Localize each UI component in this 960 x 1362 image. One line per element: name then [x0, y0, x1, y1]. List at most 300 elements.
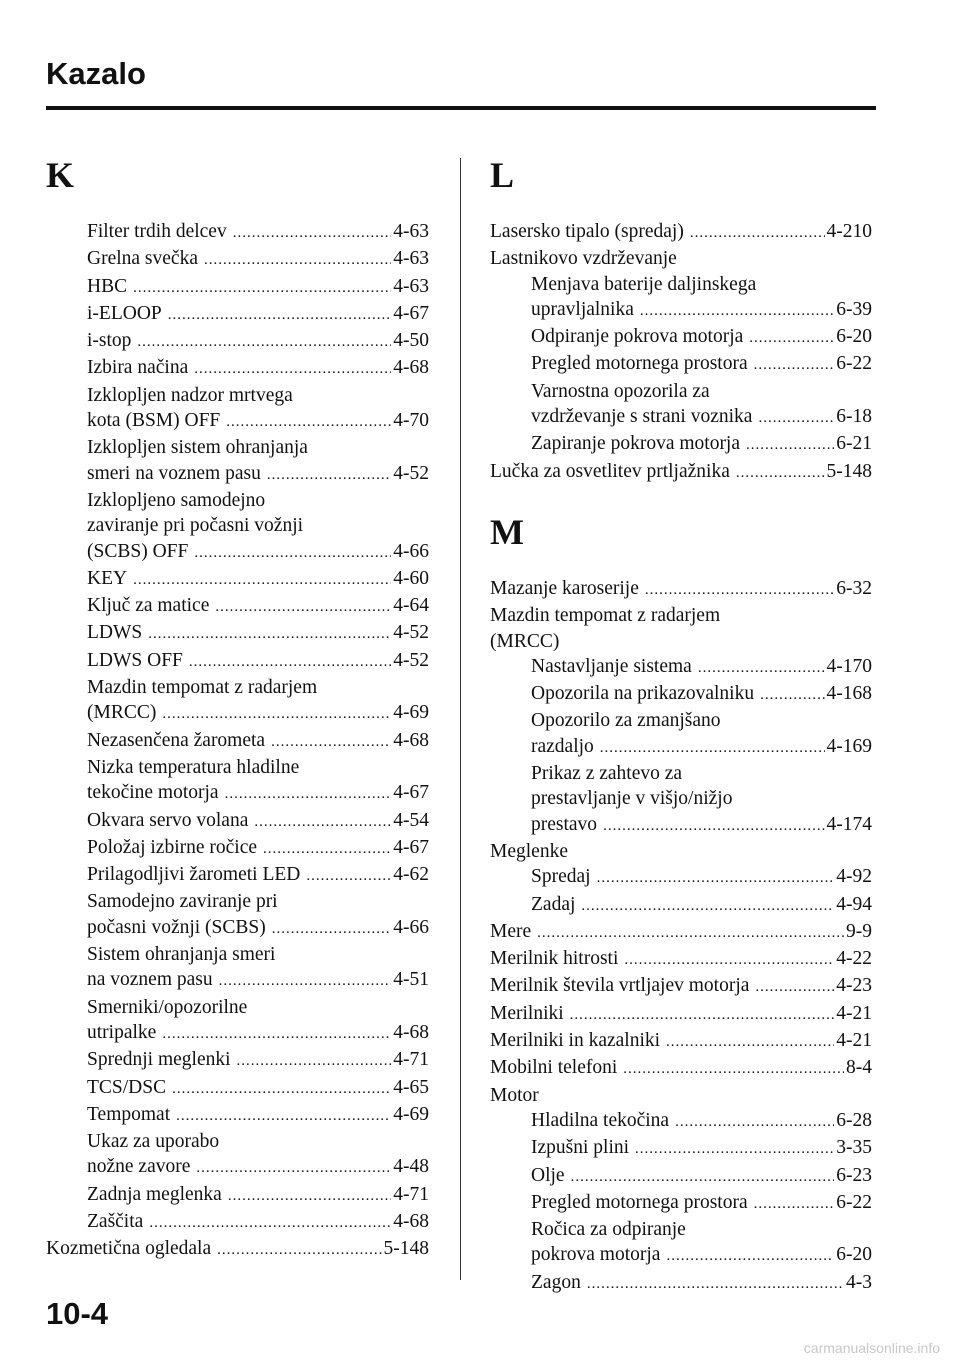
dot-leader — [226, 410, 391, 435]
entry-page-ref[interactable]: 4-3 — [846, 1271, 872, 1293]
entry-text: Menjava baterije daljinskega — [531, 273, 757, 295]
index-line — [46, 1236, 429, 1263]
entry-text: Prikaz z zahtevo za — [531, 763, 683, 785]
dot-leader — [587, 1272, 844, 1297]
index-entry — [46, 1209, 429, 1236]
index-entry — [490, 919, 872, 946]
index-line — [46, 675, 429, 700]
index-line — [490, 459, 872, 486]
index-entry — [46, 889, 429, 942]
entry-text: Smerniki/opozorilne — [87, 996, 248, 1018]
section-letter: L — [490, 155, 515, 195]
dot-leader — [219, 969, 392, 994]
index-entry — [46, 942, 429, 995]
dot-leader — [754, 353, 835, 378]
entry-text: Ukaz za uporabo — [87, 1131, 220, 1153]
dot-leader — [623, 1057, 844, 1082]
index-entry — [490, 654, 872, 681]
index-line — [490, 864, 872, 891]
entry-page-ref[interactable]: 6-20 — [836, 326, 872, 348]
entry-text: Pregled motornega prostora — [531, 1191, 748, 1213]
entry-page-ref[interactable]: 6-28 — [836, 1109, 872, 1131]
entry-text: Zadaj — [531, 893, 576, 915]
index-entry — [46, 728, 429, 755]
index-entry — [46, 219, 429, 246]
index-line — [46, 435, 429, 460]
entry-page-ref[interactable]: 5-148 — [383, 1238, 429, 1260]
index-line — [46, 1075, 429, 1102]
index-line — [490, 246, 872, 271]
dot-leader — [176, 1104, 391, 1129]
entry-text: KEY — [87, 567, 128, 589]
index-entry — [490, 272, 872, 325]
entry-text: Nizka temperatura hladilne — [87, 756, 300, 778]
entry-page-ref[interactable]: 4-63 — [393, 248, 429, 270]
entry-text: upravljalnika — [531, 298, 634, 320]
index-entry — [490, 761, 872, 839]
entry-text: Sistem ohranjanja smeri — [87, 944, 276, 966]
dot-leader — [755, 975, 834, 1000]
index-entry — [490, 219, 872, 246]
dot-leader — [749, 326, 834, 351]
index-line — [490, 404, 872, 431]
index-entry — [46, 566, 429, 593]
index-line — [490, 1028, 872, 1055]
entry-page-ref[interactable]: 6-23 — [836, 1164, 872, 1186]
index-entry — [490, 1001, 872, 1028]
index-entry — [490, 708, 872, 761]
entry-page-ref[interactable]: 4-21 — [836, 1030, 872, 1052]
index-entry — [46, 1182, 429, 1209]
index-entry — [490, 1190, 872, 1217]
index-entry — [46, 274, 429, 301]
dot-leader — [137, 330, 391, 355]
index-line — [46, 835, 429, 862]
index-line — [46, 728, 429, 755]
entry-text: Nastavljanje sistema — [531, 655, 692, 677]
entry-page-ref[interactable]: 4-63 — [393, 221, 429, 242]
index-line — [46, 355, 429, 382]
index-line — [46, 755, 429, 780]
index-line — [490, 351, 872, 378]
entry-page-ref[interactable]: 4-52 — [393, 649, 429, 671]
entry-text: Pregled motornega prostora — [531, 353, 748, 375]
index-line — [490, 839, 872, 864]
index-entry — [490, 892, 872, 919]
index-line — [490, 761, 872, 786]
index-line — [46, 566, 429, 593]
entry-text: Mobilni telefoni — [490, 1057, 618, 1079]
dot-leader — [571, 1165, 835, 1190]
entry-text: Spredaj — [531, 866, 591, 888]
entry-text: Odpiranje pokrova motorja — [531, 326, 744, 348]
entry-text: Merilniki — [490, 1002, 564, 1024]
index-column-right — [490, 155, 872, 1297]
entry-text: (MRCC) — [87, 702, 157, 724]
entry-page-ref[interactable]: 4-169 — [826, 735, 872, 757]
entry-text: Tempomat — [87, 1103, 171, 1125]
entry-page-ref[interactable]: 4-210 — [826, 221, 872, 242]
index-line — [490, 576, 872, 603]
index-entry — [46, 488, 429, 566]
entry-page-ref[interactable]: 4-94 — [836, 893, 872, 915]
dot-leader — [581, 894, 834, 919]
index-line — [490, 431, 872, 458]
index-line — [46, 1020, 429, 1047]
dot-leader — [760, 683, 824, 708]
entry-page-ref[interactable]: 6-39 — [836, 298, 872, 320]
index-line — [46, 862, 429, 889]
index-line — [490, 1163, 872, 1190]
index-entry — [46, 435, 429, 488]
index-line — [46, 1182, 429, 1209]
index-line — [490, 708, 872, 733]
entry-text: Mere — [490, 920, 532, 942]
index-line — [490, 1190, 872, 1217]
index-line — [46, 1209, 429, 1236]
entry-text: Zaščita — [87, 1210, 144, 1232]
dot-leader — [570, 1003, 835, 1028]
index-entry — [46, 246, 429, 273]
entry-text: na voznem pasu — [87, 969, 213, 991]
index-entry — [490, 1108, 872, 1135]
index-entry — [46, 1129, 429, 1182]
index-entry — [490, 839, 872, 864]
index-entry — [490, 1270, 872, 1297]
entry-page-ref[interactable]: 4-71 — [393, 1183, 429, 1205]
index-line — [490, 812, 872, 839]
dot-leader — [267, 463, 391, 488]
entry-page-ref[interactable]: 4-54 — [393, 809, 429, 831]
index-line — [490, 379, 872, 404]
entry-page-ref[interactable]: 4-170 — [826, 655, 872, 677]
entry-text: LDWS — [87, 622, 143, 644]
index-line — [46, 219, 429, 246]
index-line — [490, 1270, 872, 1297]
entry-page-ref[interactable]: 4-67 — [393, 782, 429, 804]
dot-leader — [675, 1110, 834, 1135]
header-rule — [46, 106, 876, 110]
dot-leader — [189, 650, 391, 675]
index-entry — [46, 1047, 429, 1074]
entry-text: zaviranje pri počasni vožnji — [87, 515, 304, 537]
index-line — [46, 620, 429, 647]
index-line — [46, 889, 429, 914]
entry-text: Okvara servo volana — [87, 809, 249, 831]
entry-text: nožne zavore — [87, 1156, 191, 1178]
entry-page-ref[interactable]: 8-4 — [846, 1057, 872, 1079]
index-line — [46, 328, 429, 355]
index-entry — [46, 835, 429, 862]
entry-text: prestavo — [531, 813, 598, 835]
entry-page-ref[interactable]: 4-70 — [393, 410, 429, 432]
entry-page-ref[interactable]: 4-23 — [836, 975, 872, 997]
dot-leader — [624, 948, 834, 973]
entry-text: Izbira načina — [87, 357, 189, 379]
entry-text: HBC — [87, 275, 128, 297]
index-entry — [490, 324, 872, 351]
entry-page-ref[interactable]: 4-51 — [393, 969, 429, 991]
entry-text: smeri na voznem pasu — [87, 462, 261, 484]
index-entry — [46, 383, 429, 436]
index-line — [46, 1129, 429, 1154]
entry-page-ref[interactable]: 4-66 — [393, 916, 429, 938]
index-line — [490, 734, 872, 761]
index-line — [46, 1154, 429, 1181]
entry-text: počasni vožnji (SCBS) — [87, 916, 266, 938]
index-entry — [46, 862, 429, 889]
dot-leader — [271, 730, 391, 755]
entry-text: utripalke — [87, 1021, 157, 1043]
entry-page-ref[interactable]: 4-65 — [393, 1076, 429, 1098]
page-number: 10-4 — [46, 1296, 109, 1331]
entry-page-ref[interactable]: 4-68 — [393, 357, 429, 379]
entry-text: Položaj izbirne ročice — [87, 836, 258, 858]
index-line — [490, 654, 872, 681]
index-line — [490, 1001, 872, 1028]
entry-text: i-ELOOP — [87, 302, 162, 324]
entry-page-ref[interactable]: 4-71 — [393, 1049, 429, 1071]
index-line — [490, 1083, 872, 1108]
entry-text: (SCBS) OFF — [87, 540, 189, 562]
index-entry — [46, 301, 429, 328]
entry-text: Hladilna tekočina — [531, 1109, 670, 1131]
entry-text: Mazdin tempomat z radarjem — [490, 605, 721, 627]
section-letter: K — [46, 155, 75, 195]
index-line — [46, 915, 429, 942]
entry-page-ref[interactable]: 4-60 — [393, 567, 429, 589]
index-entry — [490, 1083, 872, 1108]
dot-leader — [168, 303, 392, 328]
entry-text: Zapiranje pokrova motorja — [531, 433, 741, 455]
index-line — [490, 1055, 872, 1082]
entry-text: tekočine motorja — [87, 782, 219, 804]
index-line — [490, 946, 872, 973]
dot-leader — [754, 1192, 835, 1217]
entry-text: Zagon — [531, 1271, 581, 1293]
dot-leader — [690, 221, 825, 246]
dot-leader — [172, 1077, 391, 1102]
entry-page-ref[interactable]: 4-69 — [393, 1103, 429, 1125]
dot-leader — [162, 1022, 391, 1047]
dot-leader — [133, 276, 391, 301]
index-line — [46, 461, 429, 488]
index-line — [46, 780, 429, 807]
entry-page-ref[interactable]: 4-64 — [393, 595, 429, 617]
index-entry — [490, 946, 872, 973]
entry-page-ref[interactable]: 4-168 — [826, 683, 872, 705]
entry-text: Izklopljeno samodejno — [87, 489, 266, 511]
entry-page-ref[interactable]: 4-62 — [393, 864, 429, 886]
index-line — [490, 297, 872, 324]
entry-page-ref[interactable]: 6-18 — [836, 406, 872, 428]
index-line — [490, 892, 872, 919]
entry-text: Grelna svečka — [87, 248, 198, 270]
dot-leader — [133, 568, 391, 593]
index-line — [490, 786, 872, 811]
entry-page-ref[interactable]: 4-69 — [393, 702, 429, 724]
index-entry — [46, 648, 429, 675]
index-entry — [490, 459, 872, 486]
entry-page-ref[interactable]: 4-48 — [393, 1156, 429, 1178]
entry-page-ref[interactable]: 6-21 — [836, 433, 872, 455]
dot-leader — [537, 921, 844, 946]
dot-leader — [194, 357, 391, 382]
dot-leader — [194, 541, 391, 566]
entry-text: Zadnja meglenka — [87, 1183, 222, 1205]
index-entry — [490, 681, 872, 708]
index-line — [46, 1047, 429, 1074]
entry-text: Ročica za odpiranje — [531, 1219, 686, 1241]
section-letter: M — [490, 511, 524, 552]
index-line — [490, 603, 872, 628]
entry-text: kota (BSM) OFF — [87, 410, 221, 432]
entry-page-ref[interactable]: 4-52 — [393, 622, 429, 644]
dot-leader — [148, 622, 391, 647]
column-divider — [460, 158, 461, 1280]
entry-page-ref[interactable]: 4-52 — [393, 462, 429, 484]
index-entry — [490, 1055, 872, 1082]
index-entry — [490, 864, 872, 891]
entry-text: TCS/DSC — [87, 1076, 167, 1098]
entry-page-ref[interactable]: 4-174 — [826, 813, 872, 835]
index-line — [490, 272, 872, 297]
dot-leader — [666, 1244, 834, 1269]
entry-page-ref[interactable]: 4-50 — [393, 330, 429, 352]
entry-page-ref[interactable]: 3-35 — [836, 1137, 872, 1159]
index-line — [46, 1102, 429, 1129]
index-entry — [490, 973, 872, 1000]
index-line — [490, 324, 872, 351]
dot-leader — [149, 1211, 391, 1236]
dot-leader — [597, 866, 835, 891]
index-line — [490, 973, 872, 1000]
index-entry — [490, 351, 872, 378]
entry-text: Motor — [490, 1084, 539, 1106]
dot-leader — [204, 248, 391, 273]
entry-text: Lučka za osvetlitev prtljažnika — [490, 460, 730, 482]
entry-text: Varnostna opozorila za — [531, 380, 710, 402]
index-entry — [46, 1236, 429, 1263]
index-column-left — [46, 155, 429, 1264]
entry-page-ref[interactable]: 4-63 — [393, 275, 429, 297]
dot-leader — [225, 782, 392, 807]
entry-text: pokrova motorja — [531, 1244, 661, 1266]
index-line — [46, 967, 429, 994]
dot-leader — [196, 1156, 391, 1181]
index-line — [46, 593, 429, 620]
index-entry — [490, 1217, 872, 1270]
index-entry — [490, 1163, 872, 1190]
index-entry — [490, 431, 872, 458]
entry-text: Samodejno zaviranje pri — [87, 891, 278, 913]
entry-text: vzdrževanje s strani voznika — [531, 406, 753, 428]
entry-page-ref[interactable]: 4-67 — [393, 836, 429, 858]
dot-leader — [600, 736, 825, 761]
index-entry — [46, 808, 429, 835]
index-line — [490, 1217, 872, 1242]
entry-page-ref[interactable]: 6-32 — [836, 577, 872, 599]
index-line — [490, 219, 872, 246]
dot-leader — [640, 299, 834, 324]
dot-leader — [215, 595, 391, 620]
entry-text: Merilnik hitrosti — [490, 948, 619, 970]
dot-leader — [666, 1030, 834, 1055]
entry-page-ref[interactable]: 4-68 — [393, 1021, 429, 1043]
index-line — [46, 408, 429, 435]
index-entry — [46, 1075, 429, 1102]
index-entry — [490, 379, 872, 432]
index-line — [46, 246, 429, 273]
index-line — [490, 629, 872, 654]
entry-text: Opozorilo za zmanjšano — [531, 710, 721, 732]
entry-page-ref[interactable]: 6-20 — [836, 1244, 872, 1266]
index-line — [46, 383, 429, 408]
index-line — [46, 808, 429, 835]
index-entry — [46, 1102, 429, 1129]
entry-text: Olje — [531, 1164, 565, 1186]
entry-text: Izklopljen sistem ohranjanja — [87, 437, 308, 459]
dot-leader — [306, 864, 391, 889]
dot-leader — [698, 656, 825, 681]
index-entry — [46, 675, 429, 728]
index-line — [490, 681, 872, 708]
entry-page-ref[interactable]: 4-68 — [393, 729, 429, 751]
dot-leader — [736, 461, 825, 486]
entry-text: Nezasenčena žarometa — [87, 729, 266, 751]
dot-leader — [228, 1184, 391, 1209]
watermark: carmanualsonline.info — [803, 1340, 940, 1356]
index-entry — [46, 328, 429, 355]
dot-leader — [635, 1137, 834, 1162]
entry-page-ref[interactable]: 4-22 — [836, 948, 872, 970]
entry-text: LDWS OFF — [87, 649, 183, 671]
dot-leader — [758, 406, 834, 431]
entry-text: Izpušni plini — [531, 1137, 630, 1159]
entry-page-ref[interactable]: 5-148 — [826, 460, 872, 482]
index-line — [46, 942, 429, 967]
dot-leader — [233, 221, 392, 246]
index-line — [490, 1135, 872, 1162]
index-line — [46, 488, 429, 513]
entry-page-ref[interactable]: 4-21 — [836, 1002, 872, 1024]
entry-text: Izklopljen nadzor mrtvega — [87, 384, 293, 406]
index-line — [46, 648, 429, 675]
entry-text: Mazanje karoserije — [490, 577, 639, 599]
entry-page-ref[interactable]: 4-66 — [393, 540, 429, 562]
entry-text: Kozmetična ogledala — [46, 1238, 212, 1260]
index-line — [46, 995, 429, 1020]
entry-page-ref[interactable]: 9-9 — [846, 920, 872, 942]
entry-text: Prilagodljivi žarometi LED — [87, 864, 301, 886]
entry-page-ref[interactable]: 4-92 — [836, 866, 872, 888]
dot-leader — [645, 578, 834, 603]
dot-leader — [746, 433, 834, 458]
index-entry — [490, 1028, 872, 1055]
index-entry — [490, 1135, 872, 1162]
entry-page-ref[interactable]: 6-22 — [836, 353, 872, 375]
entry-text: Meglenke — [490, 840, 568, 862]
entry-page-ref[interactable]: 4-67 — [393, 302, 429, 324]
index-line — [46, 513, 429, 538]
index-line — [46, 700, 429, 727]
entry-page-ref[interactable]: 4-68 — [393, 1210, 429, 1232]
index-line — [490, 1108, 872, 1135]
dot-leader — [162, 702, 391, 727]
entry-text: Merilnik števila vrtljajev motorja — [490, 975, 750, 997]
entry-page-ref[interactable]: 6-22 — [836, 1191, 872, 1213]
dot-leader — [263, 837, 391, 862]
